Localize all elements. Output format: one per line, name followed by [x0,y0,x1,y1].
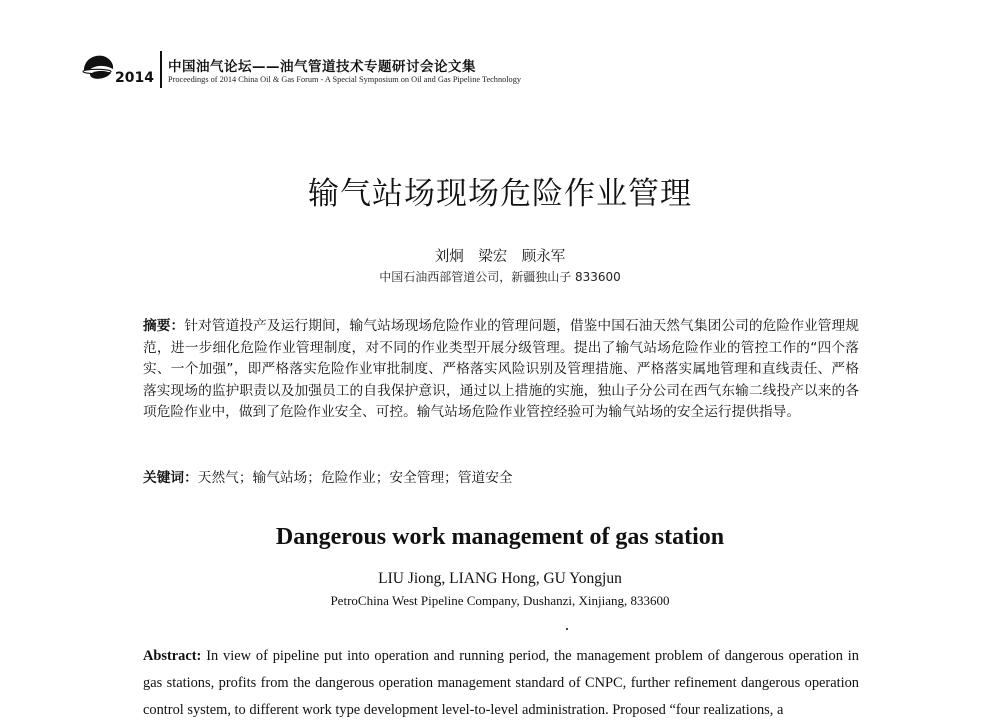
affiliation-en: PetroChina West Pipeline Company, Dushanzi, Xinjiang, 833600 [330,593,670,608]
forum-logo [82,52,162,92]
proceedings-title-en: Proceedings of 2014 China Oil & Gas Forum - A Special Symposium on Oil and Gas Pipeline Technology [168,75,522,84]
proceedings-title-cn: 中国油气论坛——油气管道技术专题研讨会论文集 [168,59,476,75]
abstract-en-label: Abstract: [143,648,202,664]
keywords-cn [143,468,859,489]
abstract-en [143,643,859,724]
abstract-cn-text: 针对管道投产及运行期间，输气站场现场危险作业的管理问题，借鉴中国石油天然气集团公司的危险作业管理规范，进一步细化危险作业管理制度，对不同的作业类型开展分级管理。提出了输气站场危险作业的管控工作的“四个落实、一个加强”，即严格落实危险作业审批制度、严格落实风险识别及管理措施、严格落实属地管理和直线责任、严格落实现场的监护职责以及加强员工的自我保护意识，通过以上措施的实施，独山子分公司在西气东输二线投产以来的各项危险作业中，做到了危险作业安全、可控。输气站场危险作业管控经验可为输气站场的安全运行提供指导。 [143,318,859,421]
paper-title-en: Dangerous work management of gas station [275,524,725,550]
proceedings-header [82,48,682,90]
abstract-cn [143,316,859,424]
scan-speck [566,628,568,630]
globe-logo-icon [82,52,116,82]
logo-year: 2014 [115,70,154,86]
affiliation-cn: 中国石油西部管道公司，新疆独山子 833600 [379,270,621,284]
abstract-cn-label: 摘要： [143,318,185,334]
authors-en: LIU Jiong, LIANG Hong, GU Yongjun [378,570,622,587]
paper-title-cn: 输气站场现场危险作业管理 [308,176,692,212]
keywords-cn-text: 天然气；输气站场；危险作业；安全管理；管道安全 [197,470,513,486]
header-divider [160,51,162,88]
keywords-cn-label: 关键词： [143,470,198,486]
authors-cn: 刘炯 梁宏 顾永军 [434,249,566,265]
abstract-en-text: In view of pipeline put into operation and running period, the management problem of dangerous operation in gas stations, profits from the dangerous operation management standard of CNPC, further refinement dangerous operation control system, to different work type development level-to-level administration. Proposed “four realizations, a [143,648,859,718]
